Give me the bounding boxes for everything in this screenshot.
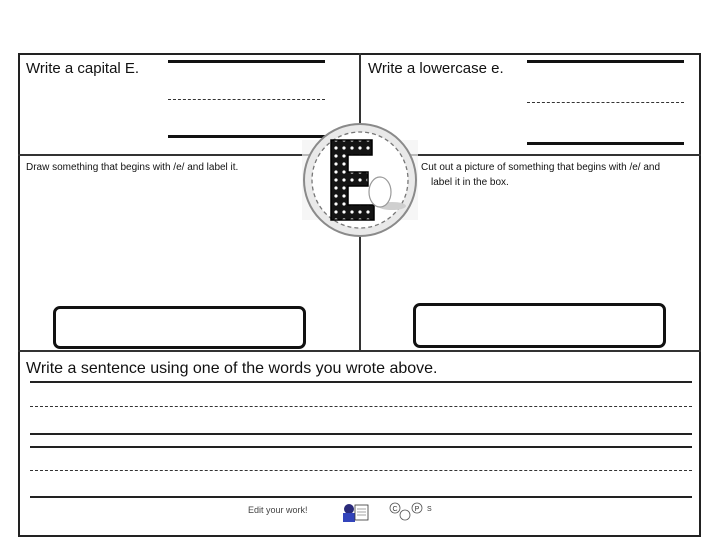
capital-top-line: [168, 60, 325, 63]
horizontal-divider-bottom: [18, 350, 701, 352]
writing-line-1: [30, 381, 692, 383]
writing-line-2: [30, 433, 692, 435]
svg-text:P: P: [414, 506, 420, 513]
svg-text:C: C: [392, 506, 398, 513]
letter-e-egg-badge-icon: [300, 120, 420, 240]
writing-line-3: [30, 446, 692, 448]
svg-text:S: S: [427, 506, 432, 513]
lowercase-base-line: [527, 142, 684, 145]
cutout-prompt-line1: Cut out a picture of something that begins with /e/ and: [421, 162, 661, 173]
lowercase-e-prompt: Write a lowercase e.: [368, 60, 504, 77]
lowercase-top-line: [527, 60, 684, 63]
writing-dashed-line-1: [30, 406, 692, 407]
cutout-label-box[interactable]: [413, 303, 666, 348]
draw-prompt: Draw something that begins with /e/ and label it.: [26, 162, 239, 173]
writing-dashed-line-2: [30, 470, 692, 471]
footer-edit-your-work: [245, 500, 445, 525]
sentence-prompt: Write a sentence using one of the words you wrote above.: [26, 360, 438, 377]
capital-mid-dashed-line: [168, 99, 325, 100]
footer-text: Edit your work!: [248, 505, 308, 515]
writing-line-4: [30, 496, 692, 498]
lowercase-mid-dashed-line: [527, 102, 684, 103]
draw-label-box[interactable]: [53, 306, 306, 349]
edit-checklist-icon: [341, 500, 436, 525]
cutout-prompt-line2: label it in the box.: [431, 177, 509, 188]
capital-e-prompt: Write a capital E.: [26, 60, 140, 77]
